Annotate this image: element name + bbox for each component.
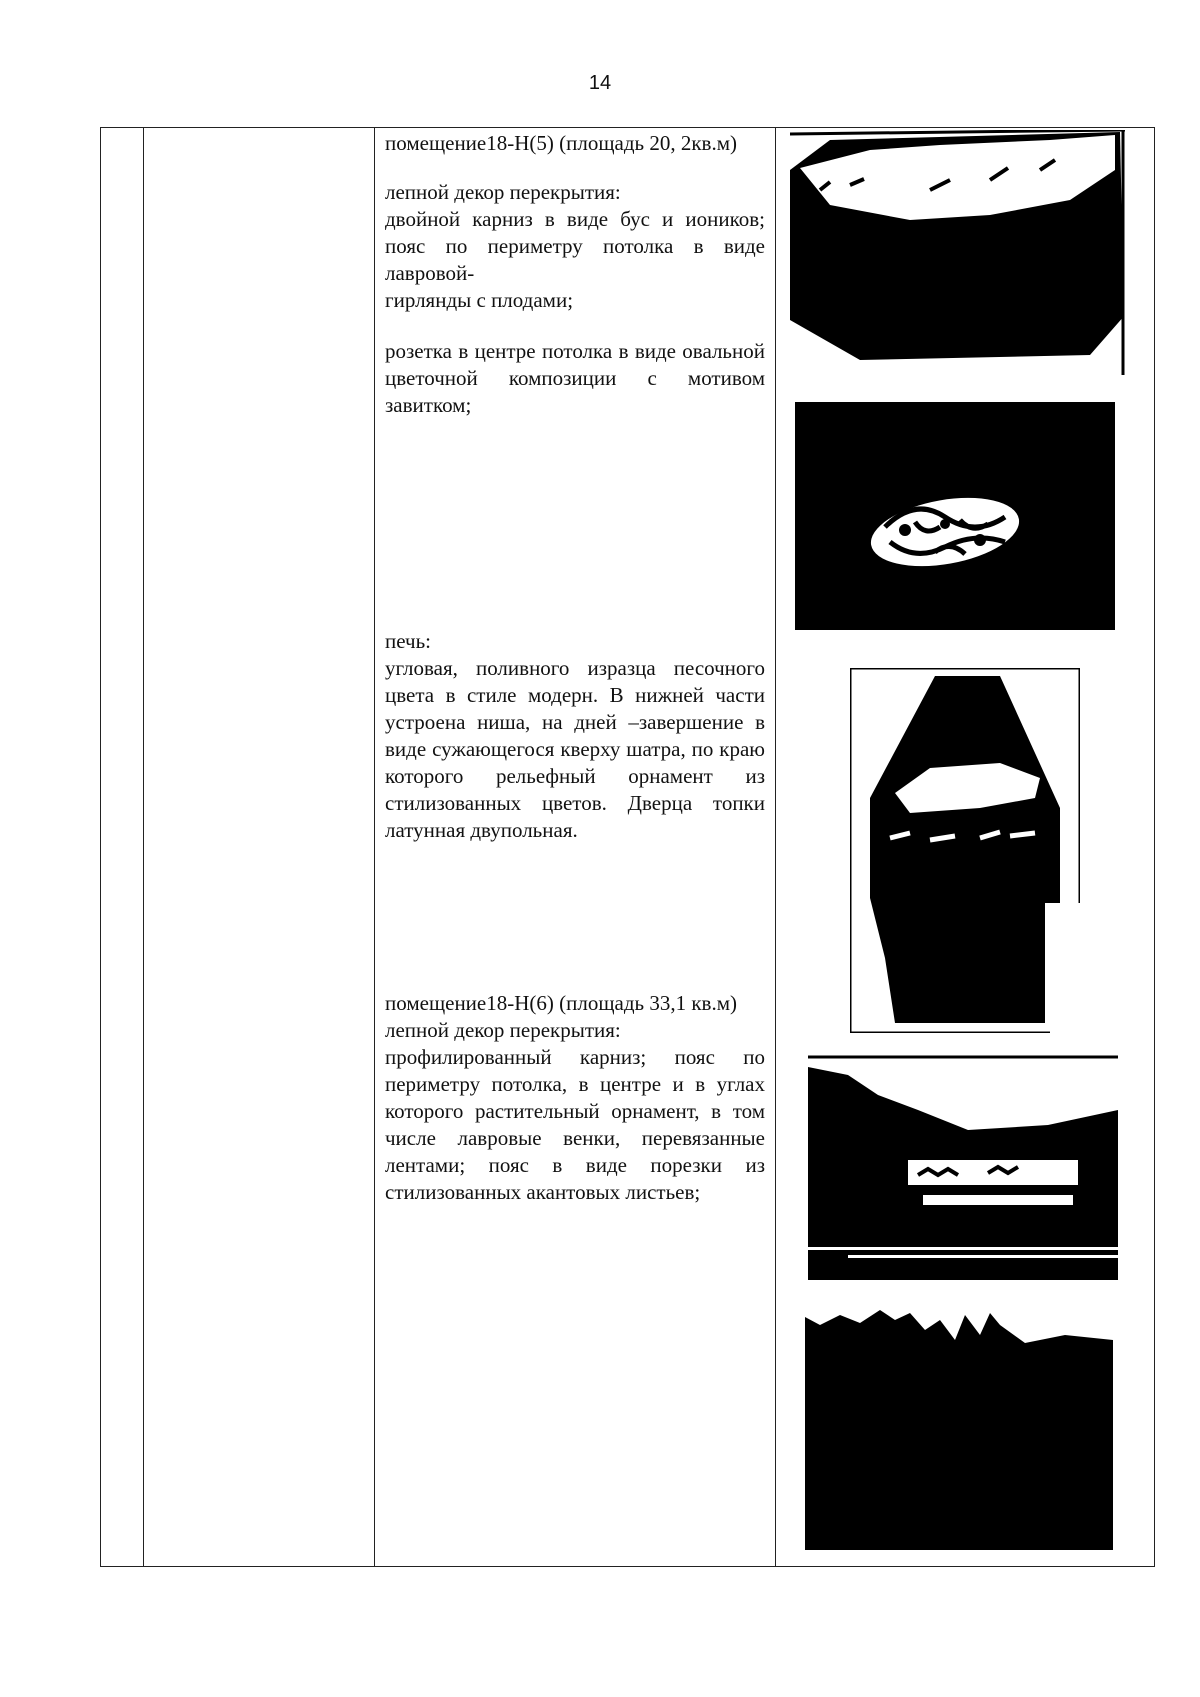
room-6-decor-text: профилированный карниз; пояс по периметру потолка, в центре и в углах которого растительный орнамент, в том числе лавровые венки, перевязанные лентами; пояс в виде порезки из стилизованных акантовых листьев; [385,1045,765,1204]
photo-ceiling-cornice-1 [790,130,1125,375]
room-5-title: помещение18-Н(5) (площадь 20, 2кв.м) [385,131,737,155]
column-divider-2 [374,127,375,1567]
room-6-description [385,990,765,1206]
photo-corner-stove [850,668,1080,1033]
page-number: 14 [588,72,612,94]
photo-ceiling-rosette [795,402,1115,630]
stove-description [385,628,765,844]
stove-label: печь: [385,629,432,653]
column-divider-1 [143,127,144,1567]
room-5-rosette-text: розетка в центре потолка в виде овальной цветочной композиции с мотивом завитком; [385,339,765,417]
room-6-title: помещение18-Н(6) (площадь 33,1 кв.м) [385,991,737,1015]
photo-ceiling-frieze [805,1305,1113,1550]
room-6-decor-label: лепной декор перекрытия: [385,1018,621,1042]
room-5-decor-text: двойной карниз в виде бус и иоников; пояс по периметру потолка в виде лавровой- [385,207,765,285]
room-5-description [385,130,765,419]
room-5-decor-label: лепной декор перекрытия: [385,180,621,204]
room-5-decor-text-2: гирлянды с плодами; [385,288,574,312]
stove-text: угловая, поливного изразца песочного цвета в стиле модерн. В нижней части устроена ниша, на дней –завершение в виде сужающегося кверху шатра, по краю которого рельефный орнамент из стилизованных цветов. Дверца топки латунная двупольная. [385,656,765,842]
photo-ceiling-cornice-2 [808,1055,1118,1280]
column-divider-3 [775,127,776,1567]
